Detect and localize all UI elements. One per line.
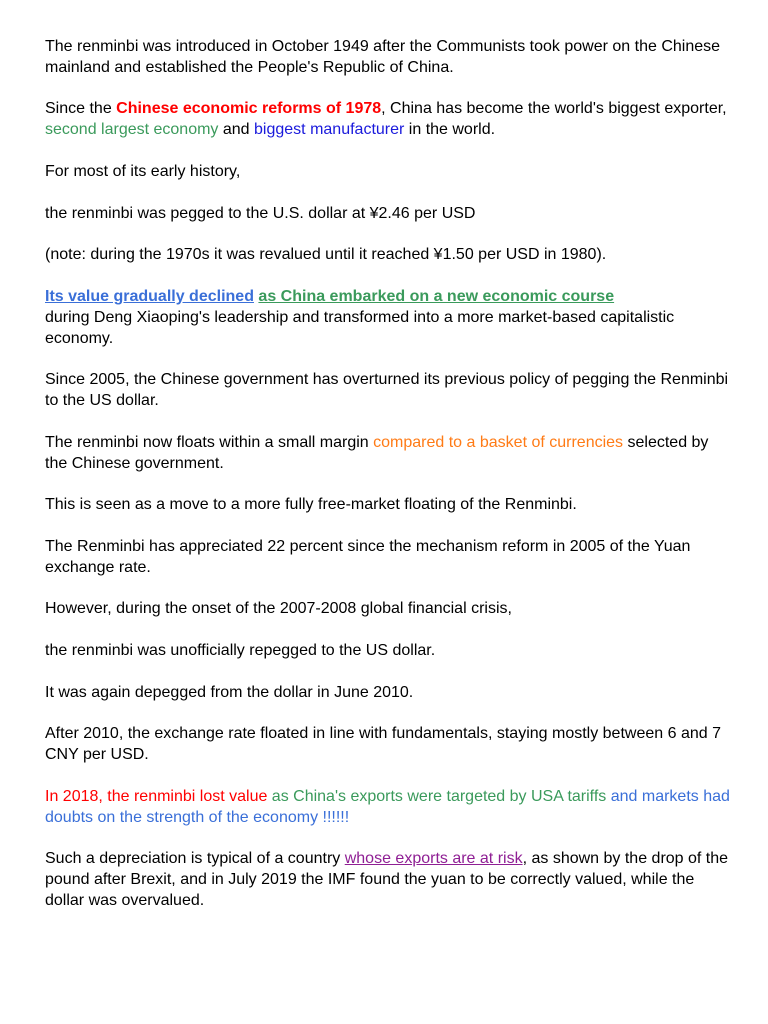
paragraph-early-history: For most of its early history, [45, 163, 241, 180]
paragraph-depegged: It was again depegged from the dollar in June 2010. [45, 684, 414, 701]
text-segment: Since the [45, 100, 117, 117]
text-segment: The renminbi now floats within a small margin [45, 434, 374, 451]
text-segment: and [218, 121, 255, 138]
highlight-market-doubts: and markets had doubts on the strength of the economy !!!!!! [45, 788, 730, 826]
paragraph-2018 [45, 786, 735, 828]
paragraph-appreciation: The Renminbi has appreciated 22 percent since the mechanism reform in 2005 of the Yuan exchange rate. [45, 538, 691, 576]
link-new-economic-course[interactable]: as China embarked on a new economic course [258, 288, 615, 305]
text-segment: selected by the Chinese government. [45, 434, 709, 472]
highlight-usa-tariffs: as China's exports were targeted by USA tariffs [267, 788, 607, 805]
highlight-economic-reforms: Chinese economic reforms of 1978 [116, 100, 382, 117]
text-segment: during Deng Xiaoping's leadership and transformed into a more market-based capitalistic economy. [45, 309, 675, 347]
paragraph-2005-policy: Since 2005, the Chinese government has overturned its previous policy of pegging the Renminbi to the US dollar. [45, 371, 729, 409]
highlight-lost-value: In 2018, the renminbi lost value [45, 788, 268, 805]
text-segment: Such a depreciation is typical of a country [45, 850, 345, 867]
paragraph-economic-reforms [45, 98, 735, 140]
text-segment: , China has become the world's biggest exporter, [381, 100, 727, 117]
text-segment: in the world. [404, 121, 496, 138]
paragraph-financial-crisis: However, during the onset of the 2007-2008 global financial crisis, [45, 600, 512, 617]
highlight-second-largest-economy: second largest economy [45, 121, 219, 138]
paragraph-repegged: the renminbi was unofficially repegged to the US dollar. [45, 642, 436, 659]
paragraph-value-decline [45, 286, 735, 349]
paragraph-after-2010: After 2010, the exchange rate floated in line with fundamentals, staying mostly between 6 and 7 CNY per USD. [45, 725, 721, 763]
paragraph-renminbi-introduction: The renminbi was introduced in October 1949 after the Communists took power on the Chinese mainland and established the People's Republic of China. [45, 38, 721, 76]
link-value-declined[interactable]: Its value gradually declined [45, 288, 254, 305]
link-exports-at-risk[interactable]: whose exports are at risk [344, 850, 523, 867]
paragraph-dollar-peg: the renminbi was pegged to the U.S. dollar at ¥2.46 per USD [45, 205, 476, 222]
highlight-basket-of-currencies: compared to a basket of currencies [373, 434, 624, 451]
paragraph-basket-of-currencies [45, 432, 735, 474]
paragraph-depreciation [45, 848, 735, 911]
paragraph-free-market: This is seen as a move to a more fully free-market floating of the Renminbi. [45, 496, 577, 513]
text-segment: , as shown by the drop of the pound after Brexit, and in July 2019 the IMF found the yuan to be correctly valued, while the dollar was overvalued. [45, 850, 729, 909]
highlight-biggest-manufacturer: biggest manufacturer [254, 121, 405, 138]
paragraph-1970s-note: (note: during the 1970s it was revalued until it reached ¥1.50 per USD in 1980). [45, 246, 607, 263]
